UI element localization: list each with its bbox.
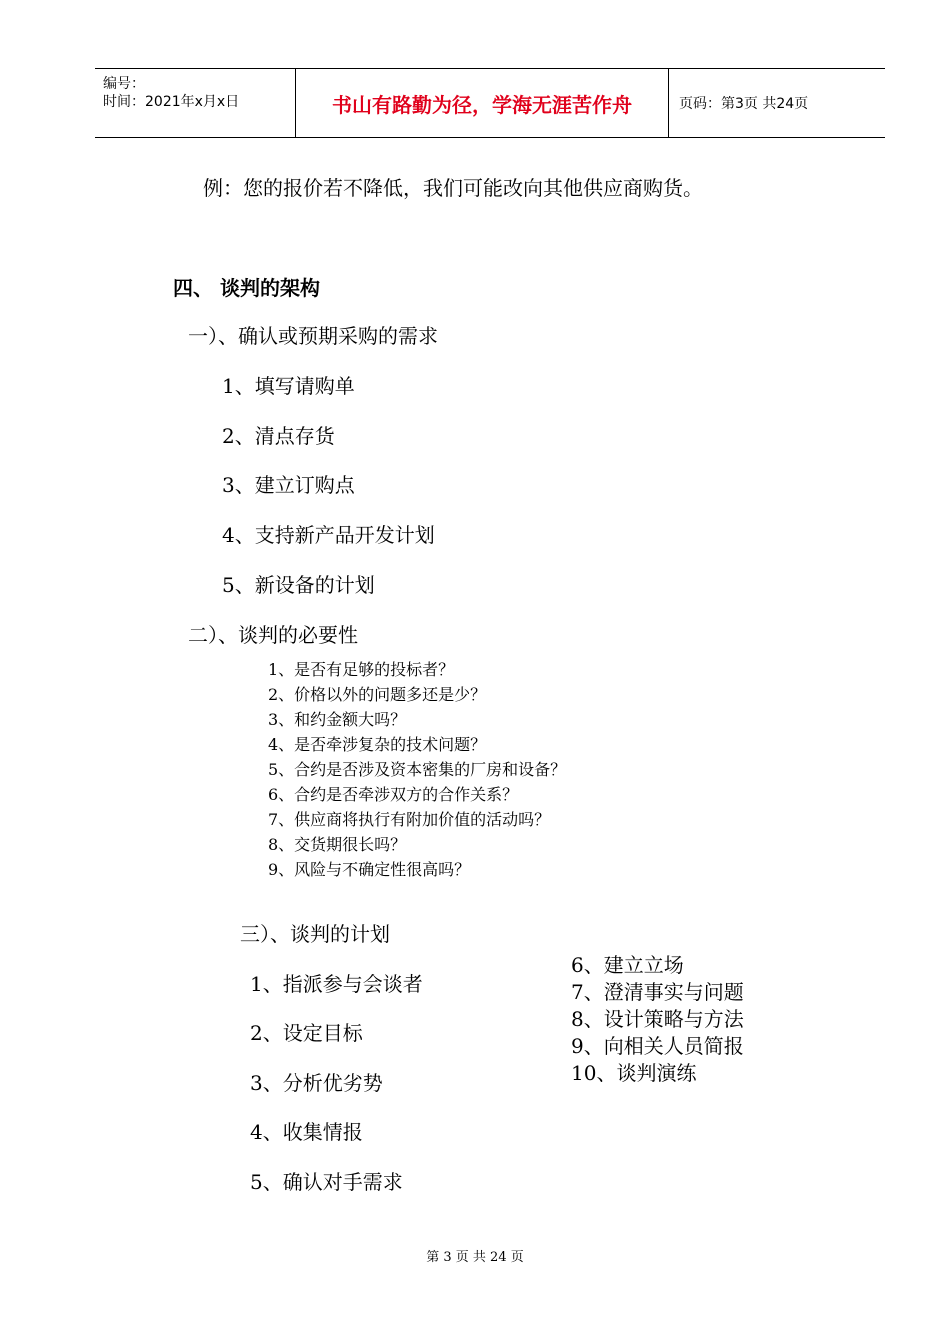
sub-1-item: 5、新设备的计划 <box>222 573 375 597</box>
sub-1-item: 2、清点存货 <box>222 424 335 448</box>
sub-1-item: 3、建立订购点 <box>222 473 355 497</box>
header-meta-cell <box>95 69 296 137</box>
sub-3-left-item: 3、分析优劣势 <box>250 1071 383 1095</box>
section-4-title: 四、 谈判的架构 <box>173 276 320 300</box>
header-motto: 书山有路勤为径，学海无涯苦作舟 <box>296 69 669 137</box>
example-text: 例：您的报价若不降低，我们可能改向其他供应商购货。 <box>203 176 703 200</box>
sub-1-item: 1、填写请购单 <box>222 374 355 398</box>
sub-2-item: 3、和约金额大吗？ <box>268 710 407 729</box>
sub-1-item: 4、支持新产品开发计划 <box>222 523 435 547</box>
document-header <box>95 68 885 138</box>
sub-3-left-item: 5、确认对手需求 <box>250 1170 403 1194</box>
sub-3-title: 三）、谈判的计划 <box>240 922 390 946</box>
sub-3-left-item: 1、指派参与会谈者 <box>250 972 423 996</box>
sub-3-left-item: 2、设定目标 <box>250 1021 363 1045</box>
sub-2-item: 6、合约是否牵涉双方的合作关系？ <box>268 785 519 804</box>
sub-2-item: 2、价格以外的问题多还是少？ <box>268 685 487 704</box>
sub-1-title: 一）、确认或预期采购的需求 <box>188 324 438 348</box>
sub-3-right-item: 7、澄清事实与问题 <box>571 980 744 1004</box>
sub-3-right-item: 10、谈判演练 <box>571 1061 697 1085</box>
page-footer: 第 3 页 共 24 页 <box>426 1250 524 1265</box>
sub-2-item: 9、风险与不确定性很高吗？ <box>268 860 471 879</box>
header-id-label: 编号： <box>103 76 145 92</box>
sub-3-left-item: 4、收集情报 <box>250 1120 363 1144</box>
sub-2-item: 5、合约是否涉及资本密集的厂房和设备？ <box>268 760 567 779</box>
sub-2-item: 4、是否牵涉复杂的技术问题？ <box>268 735 487 754</box>
sub-2-title: 二）、谈判的必要性 <box>188 623 358 647</box>
header-page-info: 页码：第3页 共24页 <box>679 96 809 112</box>
sub-2-item: 1、是否有足够的投标者？ <box>268 660 455 679</box>
sub-3-right-item: 9、向相关人员简报 <box>571 1034 744 1058</box>
header-time-label: 时间：2021年x月x日 <box>103 94 240 110</box>
sub-3-right-item: 6、建立立场 <box>571 953 684 977</box>
sub-2-item: 8、交货期很长吗？ <box>268 835 407 854</box>
sub-3-right-item: 8、设计策略与方法 <box>571 1007 744 1031</box>
sub-2-item: 7、供应商将执行有附加价值的活动吗？ <box>268 810 551 829</box>
